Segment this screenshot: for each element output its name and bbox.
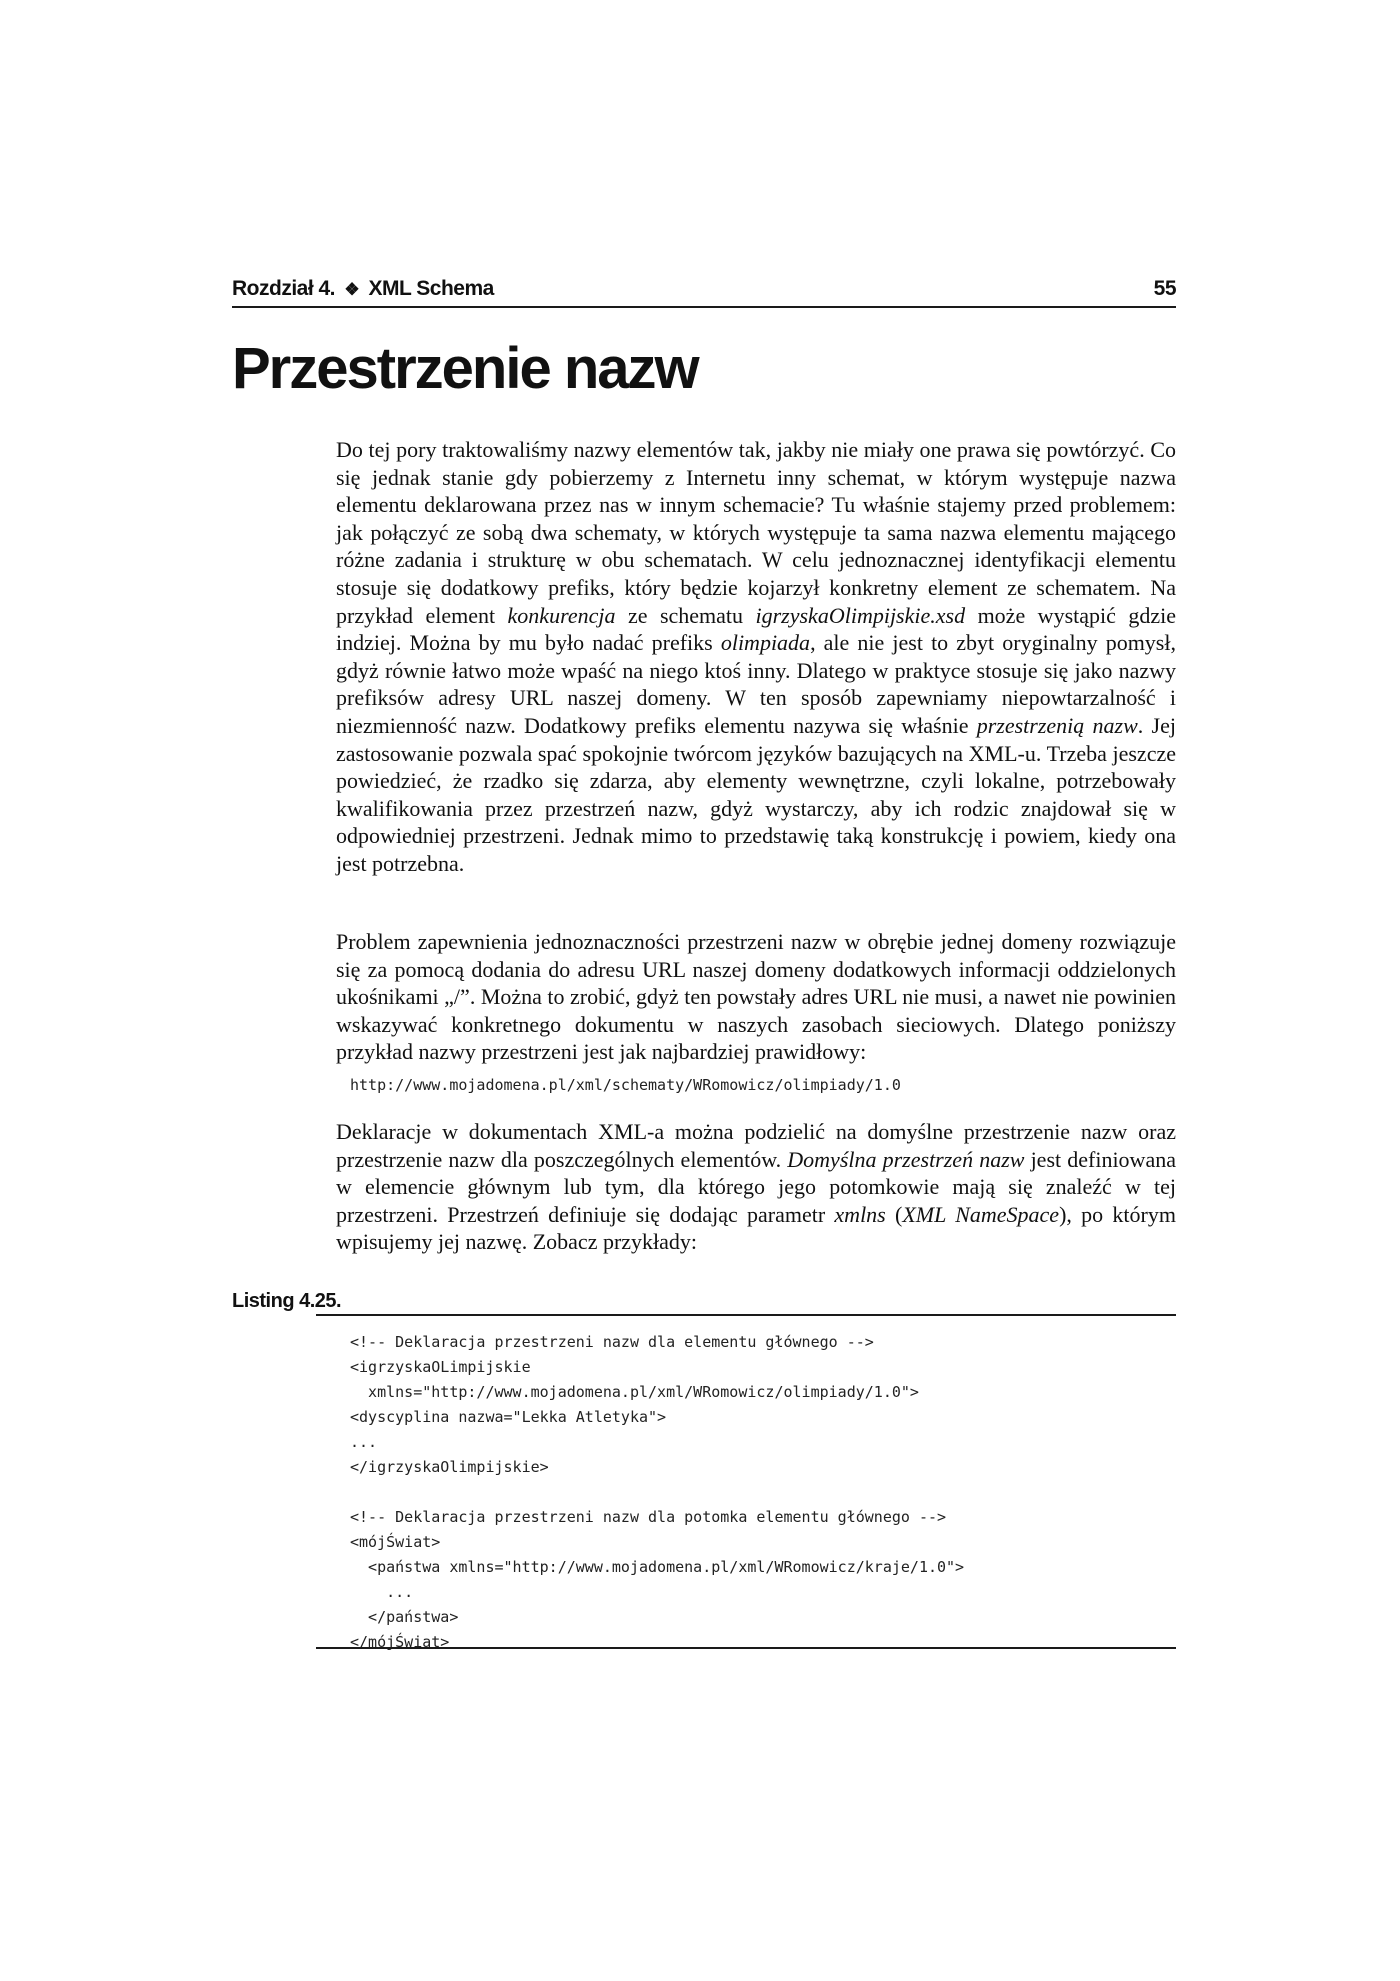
page-number: 55 xyxy=(1153,277,1176,300)
paragraph-text: Deklaracje w dokumentach XML-a można podzielić na domyślne przestrzenie nazw oraz przestrzenie nazw dla poszczególnych elementów. xyxy=(336,1119,1176,1172)
diamond-separator-icon: ❖ xyxy=(344,280,360,299)
header-left xyxy=(232,277,494,301)
paragraph-text: . Jej zastosowanie pozwala spać spokojnie twórcom języków bazujących na XML-u. Trzeba jeszcze powiedzieć, że rzadko się zdarza, aby elementy wewnętrzne, czyli lokalne, potrzebowały kwalifikowania przez przestrzeń nazw, gdyż wystarczy, aby ich rodzic znajdował się w odpowiedniej przestrzeni. Jednak mimo to przedstawię taką konstrukcję i powiem, kiedy ona jest potrzebna. xyxy=(336,712,1176,876)
section-title: Przestrzenie nazw xyxy=(232,336,698,401)
italic-term: XML NameSpace xyxy=(902,1201,1060,1227)
paragraph-text: ze schematu xyxy=(615,602,756,628)
running-header xyxy=(232,272,1176,308)
code-listing: <!-- Deklaracja przestrzeni nazw dla elementu głównego --> <igrzyskaOLimpijskie xmlns="http://www.mojadomena.pl/xml/WRomowicz/olimpiady/1.0"> <dyscyplina nazwa="Lekka Atletyka"> ... </igrzyskaOlimpijskie> <!-- Deklaracja przestrzeni nazw dla potomka elementu głównego --> <mójŚwiat> <państwa xmlns="http://www.mojadomena.pl/xml/WRomowicz/kraje/1.0"> ... </państwa> </mójŚwiat> xyxy=(350,1333,965,1651)
section-label: XML Schema xyxy=(368,277,494,300)
paragraph-uniqueness: Problem zapewnienia jednoznaczności przestrzeni nazw w obrębie jednej domeny rozwiązuje się za pomocą dodania do adresu URL naszej domeny dodatkowych informacji oddzielonych ukośnikami „/”. Można to zrobić, gdyż ten powstały adres URL nie musi, a nawet nie powinien wskazywać konkretnego dokumentu w naszych zasobach sieciowych. Dlatego poniższy przykład nazwy przestrzeni jest jak najbardziej prawidłowy: xyxy=(336,929,1176,1065)
italic-term: igrzyskaOlimpijskie.xsd xyxy=(755,602,966,628)
paragraph-text: ( xyxy=(885,1201,903,1227)
italic-term: przestrzenią nazw xyxy=(976,712,1138,738)
listing-top-rule xyxy=(316,1314,1176,1316)
paragraph-text: Do tej pory traktowaliśmy nazwy elementów tak, jakby nie miały one prawa się powtórzyć. Co się jednak stanie gdy pobierzemy z Internetu inny schemat, w którym występuje nazwa elementu deklarowana przez nas w innym schemacie? Tu właśnie stajemy przed problemem: jak połączyć ze sobą dwa schematy, w których występuje ta sama nazwa elementu mającego różne zadania i strukturę w obu schematach. W celu jednoznacznej identyfikacji elementu stosuje się dodatkowy prefiks, który będzie kojarzył konkretny element ze schematem. Na przykład element xyxy=(336,437,1176,628)
chapter-label: Rozdział 4. xyxy=(232,277,336,300)
url-example: http://www.mojadomena.pl/xml/schematy/WRomowicz/olimpiady/1.0 xyxy=(350,1076,901,1094)
listing-bottom-rule xyxy=(316,1647,1176,1649)
paragraph-intro xyxy=(336,436,1176,878)
italic-term: olimpiada xyxy=(720,630,811,656)
listing-label: Listing 4.25. xyxy=(232,1290,342,1312)
paragraph-declarations xyxy=(336,1118,1176,1256)
paragraph-text: , ale nie jest to zbyt oryginalny pomysł, gdyż równie łatwo może wpaść na niego ktoś inny. Dlatego w praktyce stosuje się jako nazwy prefiksów adresy URL naszej domeny. W ten sposób zapewniamy niepowtarzalność i niezmienność nazw. Dodatkowy prefiks elementu nazywa się właśnie xyxy=(336,630,1176,738)
italic-term: xmlns xyxy=(834,1201,886,1227)
paragraph-text: ), po którym wpisujemy jej nazwę. Zobacz przykłady: xyxy=(336,1201,1176,1255)
paragraph-text: może wystąpić gdzie indziej. Można by mu było nadać prefiks xyxy=(336,602,1176,656)
italic-term: Domyślna przestrzeń nazw xyxy=(787,1146,1025,1172)
italic-term: konkurencja xyxy=(507,602,616,628)
paragraph-text: jest definiowana w elemencie głównym lub tym, dla którego jego potomkowie mają się znaleźć w tej przestrzeni. Przestrzeń definiuje się dodając parametr xyxy=(336,1146,1176,1227)
